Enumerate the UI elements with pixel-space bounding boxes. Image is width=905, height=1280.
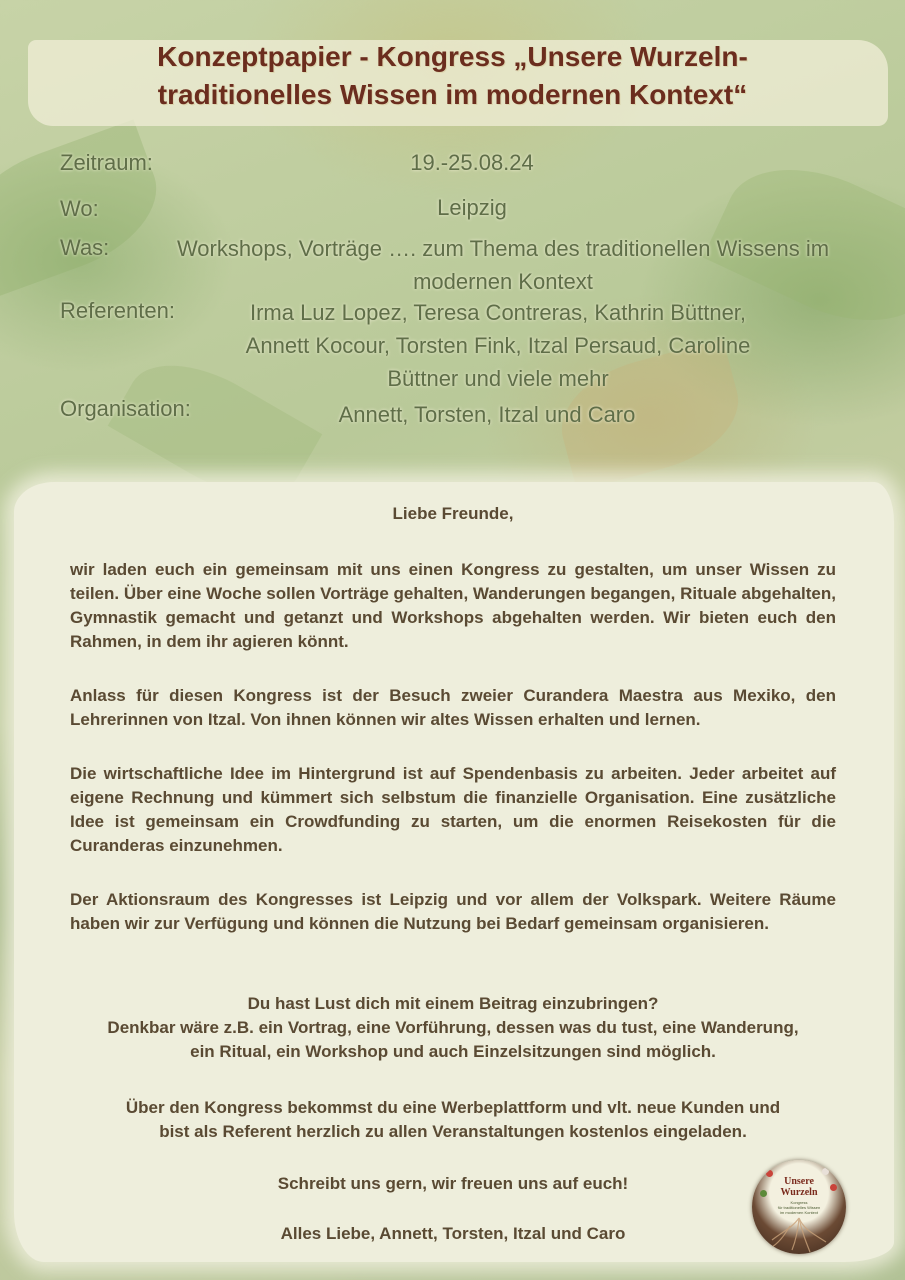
logo-sub-line-2: für traditionelles Wissen [777, 1205, 821, 1210]
letter-closing: Schreibt uns gern, wir freuen uns auf euch! [277, 1174, 629, 1193]
referenten-line-3: Büttner und viele mehr [387, 366, 609, 391]
congress-logo [752, 1160, 846, 1254]
title-line-2: traditionelles Wissen im modernen Kontext“ [157, 79, 748, 110]
was-line-2: modernen Kontext [413, 269, 593, 294]
letter-paragraph-1: wir laden euch ein gemeinsam mit uns einen Kongress zu gestalten, um unser Wissen zu teilen. Über eine Woche sollen Vorträge gehalten, Wanderungen begangen, Rituale abgehalten, Gymnastik gemacht und getanzt und Workshops abgehalten werden. Wir bieten euch den Rahmen, in dem ihr agieren könnt. [70, 560, 836, 651]
organisation-label: Organisation: [60, 396, 191, 421]
referenten-value [198, 296, 798, 395]
benefits-line-1: Über den Kongress bekommst du eine Werbeplattform und vlt. neue Kunden und [125, 1098, 781, 1117]
logo-sub-line-3: im modernen Kontext [779, 1210, 819, 1215]
was-label: Was: [60, 235, 110, 260]
logo-title-line-2: Wurzeln [780, 1187, 818, 1198]
letter-paragraph-2: Anlass für diesen Kongress ist der Besuch zweier Curandera Maestra aus Mexiko, den Lehrerinnen von Itzal. Von ihnen können wir altes Wissen erhalten und lernen. [70, 686, 836, 729]
letter-greeting: Liebe Freunde, [392, 504, 514, 523]
letter-call-to-action [40, 992, 866, 1064]
cta-line-3: ein Ritual, ein Workshop und auch Einzelsitzungen sind möglich. [190, 1042, 716, 1061]
wo-value: Leipzig [437, 195, 507, 220]
referenten-line-1: Irma Luz Lopez, Teresa Contreras, Kathrin Büttner, [249, 300, 747, 325]
logo-title-line-1: Unsere [784, 1176, 814, 1187]
letter-paragraph-3: Die wirtschaftliche Idee im Hintergrund ist auf Spendenbasis zu arbeiten. Jeder arbeitet auf eigene Rechnung und kümmert sich selbstum die finanzielle Organisation. Eine zusätzliche Idee ist gemeinsam ein Crowdfunding zu starten, um die enormen Reisekosten für die Curanderas einzunehmen. [70, 764, 836, 855]
logo-sub-line-1: Kongress [790, 1200, 808, 1205]
letter-signoff: Alles Liebe, Annett, Torsten, Itzal und Caro [280, 1224, 626, 1243]
was-line-1: Workshops, Vorträge …. zum Thema des traditionellen Wissens im [176, 236, 830, 261]
wo-label: Wo: [60, 196, 99, 221]
zeitraum-value: 19.-25.08.24 [410, 150, 534, 175]
page-title [0, 38, 905, 114]
roots-icon [752, 1160, 846, 1254]
title-line-1: Konzeptpapier - Kongress „Unsere Wurzeln- [157, 41, 748, 72]
referenten-line-2: Annett Kocour, Torsten Fink, Itzal Persaud, Caroline [245, 333, 751, 358]
letter-paragraph-4: Der Aktionsraum des Kongresses ist Leipzig und vor allem der Volkspark. Weitere Räume haben wir zur Verfügung und können die Nutzung bei Bedarf gemeinsam organisieren. [70, 890, 836, 933]
organisation-value: Annett, Torsten, Itzal und Caro [338, 402, 636, 427]
zeitraum-label: Zeitraum: [60, 150, 153, 175]
letter-benefits [40, 1096, 866, 1144]
benefits-line-2: bist als Referent herzlich zu allen Veranstaltungen kostenlos eingeladen. [159, 1122, 747, 1141]
cta-line-1: Du hast Lust dich mit einem Beitrag einzubringen? [247, 994, 659, 1013]
was-value [128, 232, 878, 298]
cta-line-2: Denkbar wäre z.B. ein Vortrag, eine Vorführung, dessen was du tust, eine Wanderung, [107, 1018, 799, 1037]
referenten-label: Referenten: [60, 298, 175, 323]
